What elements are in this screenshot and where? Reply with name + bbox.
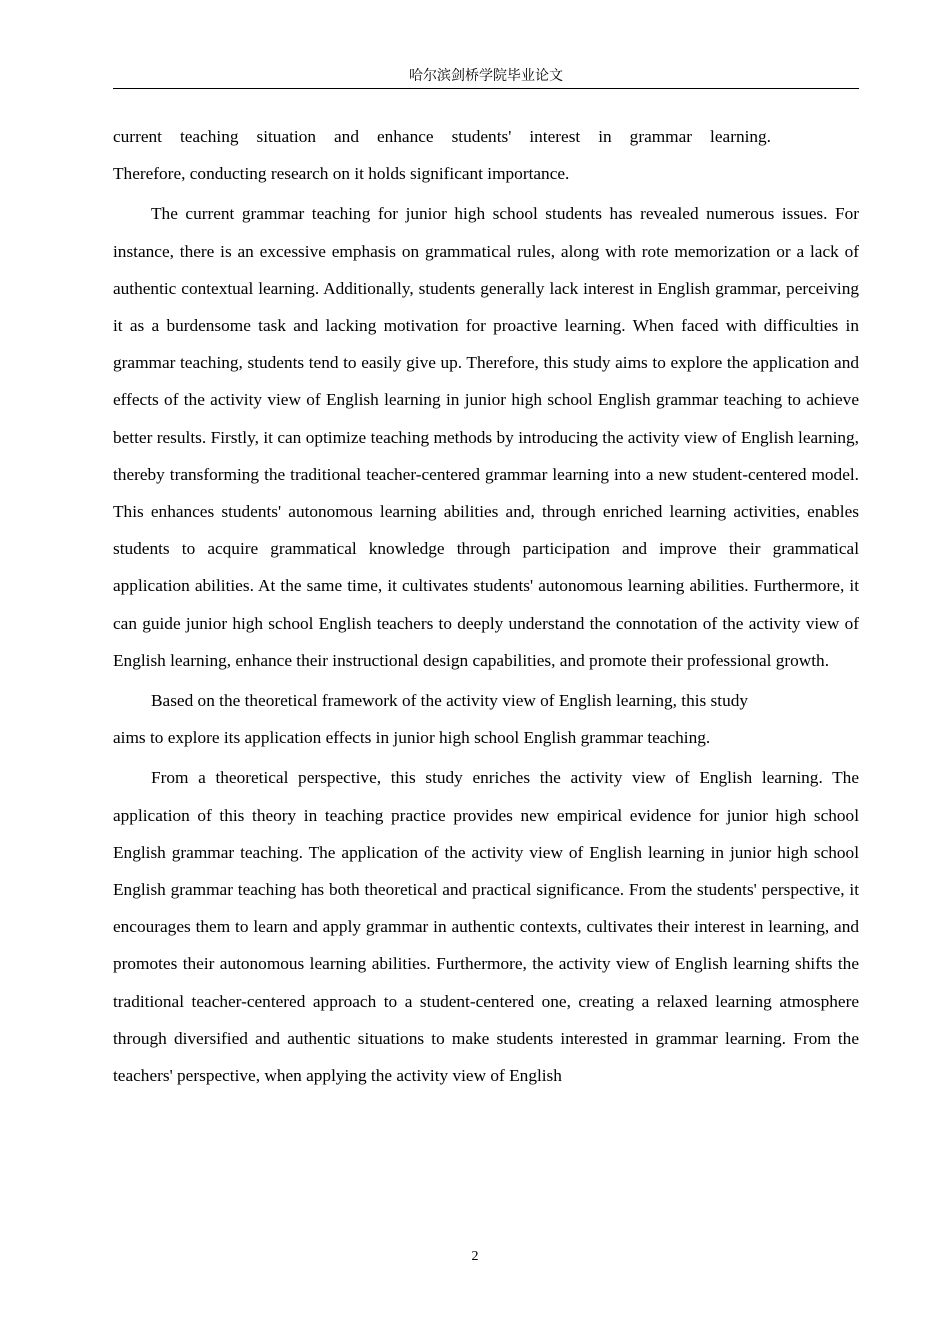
page-header [113, 66, 859, 89]
paragraph-3-line-1: Based on the theoretical framework of the activity view of English learning, this study [151, 691, 749, 711]
page-number: 2 [471, 1249, 479, 1264]
paragraph-1-line-2: Therefore, conducting research on it holds significant importance. [113, 164, 570, 184]
paragraph-4: From a theoretical perspective, this study enriches the activity view of English learning. The application of this theory in teaching practice provides new empirical evidence for junior high school English grammar teaching. The application of the activity view of English learning in junior high school English grammar teaching has both theoretical and practical significance. From the students' perspective, it encourages them to learn and apply grammar in authentic contexts, cultivates their interest in learning, and promotes their autonomous learning abilities. Furthermore, the activity view of English learning shifts the traditional teacher-centered approach to a student-centered one, creating a relaxed learning atmosphere through diversified and authentic situations to make students interested in grammar learning. From the teachers' perspective, when applying the activity view of English [113, 768, 859, 1086]
paragraph-1-line-1: current teaching situation and enhance students' interest in grammar learning. [113, 127, 771, 146]
document-body [113, 118, 859, 1094]
paragraph-3-line-2: aims to explore its application effects in junior high school English grammar teaching. [113, 728, 711, 748]
header-title: 哈尔滨剑桥学院毕业论文 [409, 68, 563, 84]
paragraph-2: The current grammar teaching for junior high school students has revealed numerous issues. For instance, there is an excessive emphasis on grammatical rules, along with rote memorization or a lack of authentic contextual learning. Additionally, students generally lack interest in English grammar, perceiving it as a burdensome task and lacking motivation for proactive learning. When faced with difficulties in grammar teaching, students tend to easily give up. Therefore, this study aims to explore the application and effects of the activity view of English learning in junior high school English grammar teaching to achieve better results. Firstly, it can optimize teaching methods by introducing the activity view of English learning, thereby transforming the traditional teacher-centered grammar learning into a new student-centered model. This enhances students' autonomous learning abilities and, through enriched learning activities, enables students to acquire grammatical knowledge through participation and improve their grammatical application abilities. At the same time, it cultivates students' autonomous learning abilities. Furthermore, it can guide junior high school English teachers to deeply understand the connotation of the activity view of English learning, enhance their instructional design capabilities, and promote their professional growth. [113, 204, 859, 670]
